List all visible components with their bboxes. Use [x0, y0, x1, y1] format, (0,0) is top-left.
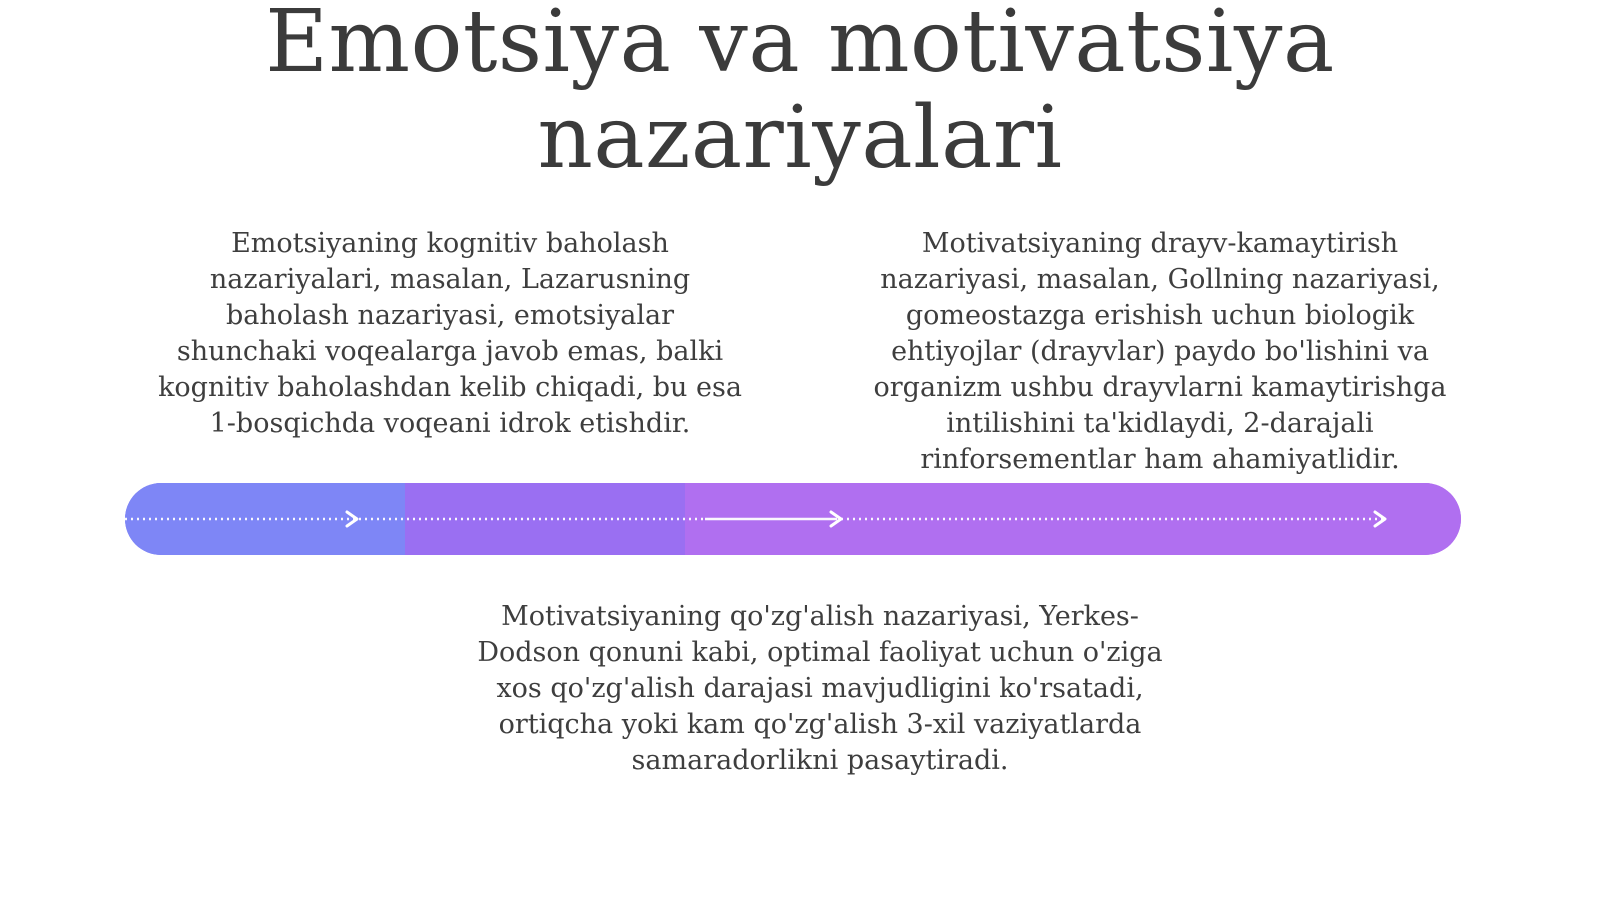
text-block-cognitive-appraisal: Emotsiyaning kognitiv baholash nazariyalari, masalan, Lazarusning baholash nazariyasi, emotsiyalar shunchaki voqealarga javob emas, balki kognitiv baholashdan kelib chiqadi, bu esa 1-bosqichda voqeani idrok etishdir. [158, 228, 742, 439]
text-block-arousal-theory: Motivatsiyaning qo'zg'alish nazariyasi, Yerkes-Dodson qonuni kabi, optimal faoliyat uchun o'ziga xos qo'zg'alish darajasi mavjudligini ko'rsatadi, ortiqcha yoki kam qo'zg'alish 3-xil vaziyatlarda samaradorlikni pasaytiradi. [477, 601, 1163, 776]
text-block-drive-reduction: Motivatsiyaning drayv-kamaytirish nazariyasi, masalan, Gollning nazariyasi, gomeostazga erishish uchun biologik ehtiyojlar (drayvlar) paydo bo'lishini va organizm ushbu drayvlarni kamaytirishga intilishini ta'kidlaydi, 2-darajali rinforsementlar ham ahamiyatlidir. [873, 228, 1447, 475]
timeline-bar [125, 483, 1461, 555]
timeline-arrows [125, 483, 1461, 555]
page-title: Emotsiya va motivatsiya nazariyalari [265, 0, 1335, 188]
